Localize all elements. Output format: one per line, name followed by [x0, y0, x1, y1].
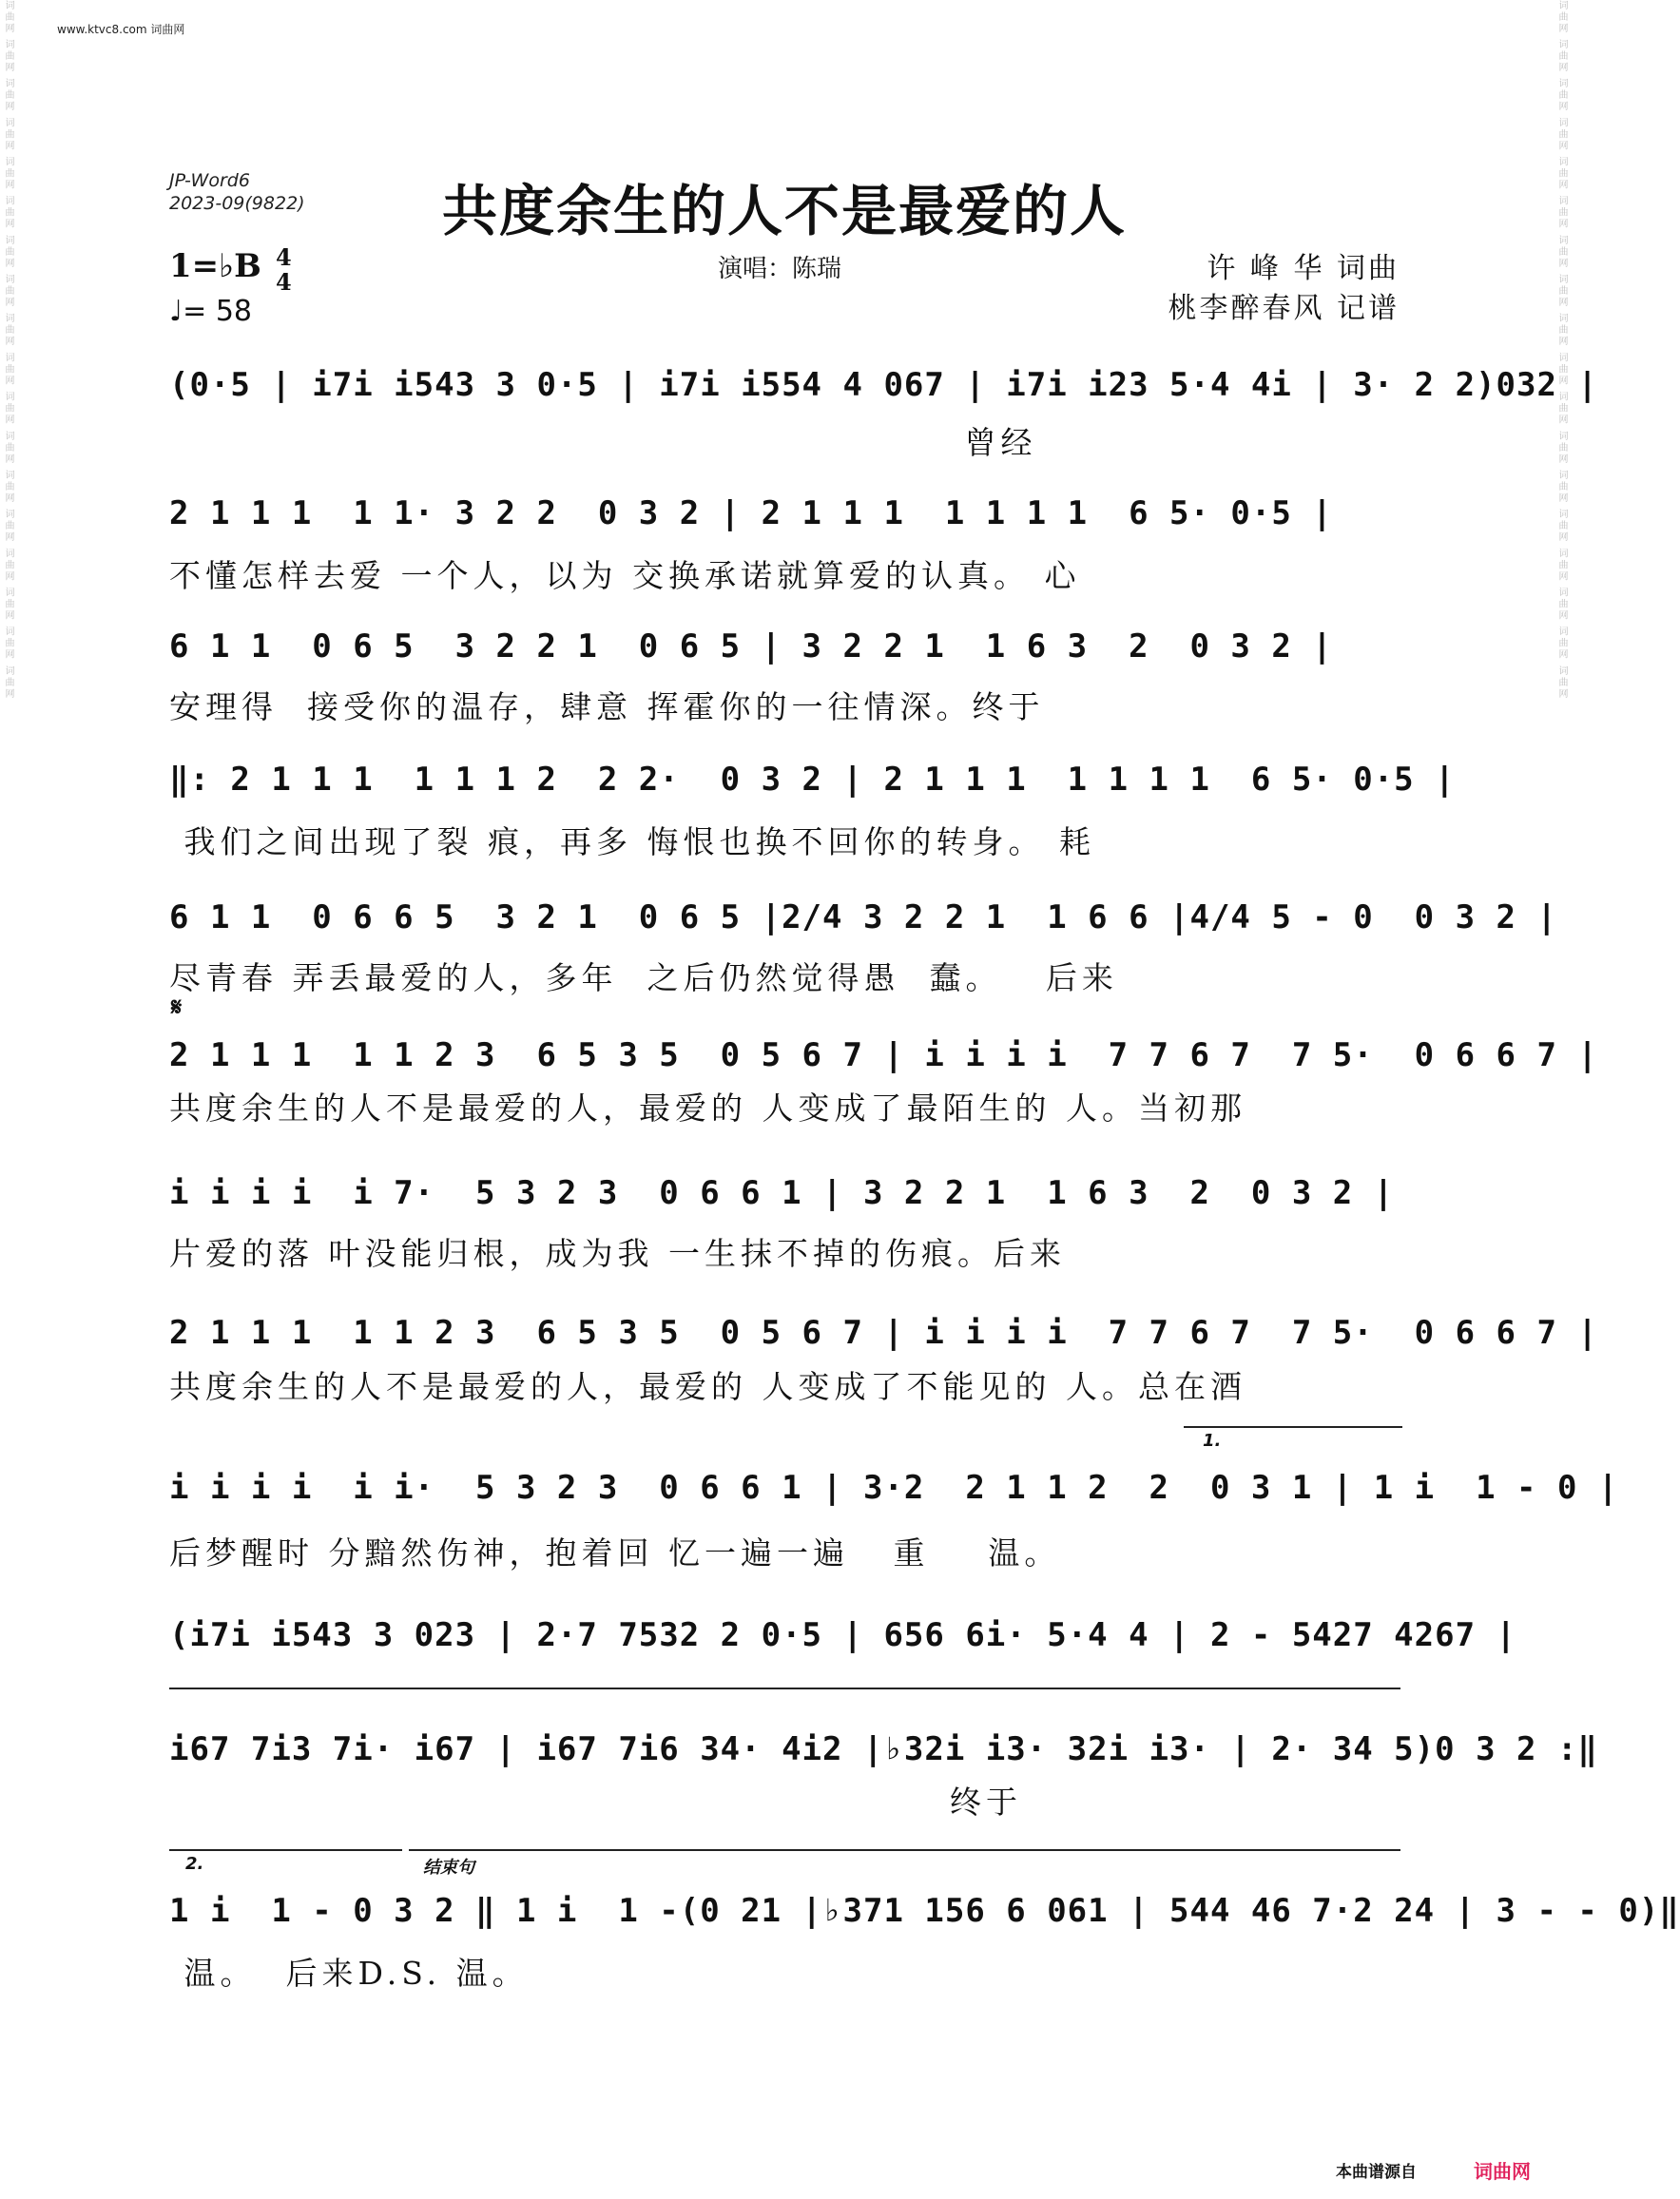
- score-lyrics-line: 共度余生的人不是最爱的人，最爱的 人变成了不能见的 人。总在酒: [169, 1368, 1246, 1405]
- song-title: 共度余生的人不是最爱的人: [441, 179, 1127, 243]
- site-url[interactable]: www.ktvc8.com 词曲网: [57, 23, 185, 36]
- time-sig-bottom: 4: [276, 268, 292, 296]
- score-notes-line: i67 7i3 7i· i67 | i67 7i6 34· 4i2 |♭32i i3· 32i i3· | 2· 34 5)0 3 2 :‖: [169, 1730, 1598, 1768]
- score-notes-line: 6 1 1 0 6 6 5 3 2 1 0 6 5 |2/4 3 2 2 1 1 6 6 |4/4 5 - 0 0 3 2 |: [169, 898, 1557, 936]
- side-watermark-left: 词曲网 词曲网 词曲网 词曲网 词曲网 词曲网 词曲网 词曲网 词曲网 词曲网 词曲网 词曲网 词曲网 词曲网 词曲网 词曲网 词曲网 词曲网: [3, 0, 13, 701]
- side-watermark-right: 词曲网 词曲网 词曲网 词曲网 词曲网 词曲网 词曲网 词曲网 词曲网 词曲网 词曲网 词曲网 词曲网 词曲网 词曲网 词曲网 词曲网 词曲网: [1556, 0, 1567, 701]
- score-lyrics-line: 安理得 接受你的温存，肆意 挥霍你的一往情深。终于: [169, 688, 1045, 725]
- score-notes-line: 2 1 1 1 1 1 2 3 6 5 3 5 0 5 6 7 | i i i i 7 7 6 7 7 5· 0 6 6 7 |: [169, 1314, 1598, 1352]
- ending-label: 结束句: [423, 1858, 474, 1878]
- key-signature: 1=♭B: [169, 247, 261, 285]
- tempo-marking: ♩= 58: [169, 295, 252, 328]
- score-notes-line: i i i i i i· 5 3 2 3 0 6 6 1 | 3·2 2 1 1 2 2 0 3 1 | 1 i 1 - 0 |: [169, 1469, 1619, 1507]
- volta-2-bracket: [169, 1849, 402, 1851]
- volta-1-bracket: [1184, 1426, 1402, 1428]
- score-lyrics-line: 我们之间出现了裂 痕，再多 悔恨也换不回你的转身。 耗: [169, 823, 1095, 860]
- credits: [1168, 249, 1400, 329]
- score-lyrics-line: 片爱的落 叶没能归根，成为我 一生抹不掉的伤痕。后来: [169, 1235, 1066, 1272]
- transcriber-credit: 桃李醉春风 记谱: [1168, 292, 1400, 325]
- score-lyrics-line: 终于: [169, 1784, 1022, 1821]
- bracket-line: [169, 1688, 1400, 1689]
- score-notes-line: 6 1 1 0 6 5 3 2 2 1 0 6 5 | 3 2 2 1 1 6 3 2 0 3 2 |: [169, 627, 1333, 665]
- score-lyrics-line: 尽青春 弄丢最爱的人，多年 之后仍然觉得愚 蠢。 后来: [169, 959, 1118, 996]
- volta-2-label: 2.: [185, 1854, 204, 1874]
- score-lyrics-line: 共度余生的人不是最爱的人，最爱的 人变成了最陌生的 人。当初那: [169, 1090, 1246, 1127]
- score-notes-line: 2 1 1 1 1 1 2 3 6 5 3 5 0 5 6 7 | i i i i 7 7 6 7 7 5· 0 6 6 7 |: [169, 1036, 1598, 1074]
- footer-brand-logo[interactable]: 词曲网: [1474, 2160, 1531, 2183]
- footer-source-label: 本曲谱源自: [1336, 2163, 1417, 2182]
- time-sig-top: 4: [276, 243, 292, 271]
- singer-credit: 演唱：陈瑞: [718, 255, 842, 283]
- volta-1-label: 1.: [1203, 1431, 1222, 1451]
- score-notes-line: 1 i 1 - 0 3 2 ‖ 1 i 1 -(0 21 |♭371 156 6 061 | 544 46 7·2 24 | 3 - - 0)‖: [169, 1892, 1680, 1930]
- score-lyrics-line: 曾经: [169, 424, 1037, 461]
- score-lyrics-line: 后梦醒时 分黯然伤神，抱着回 忆一遍一遍 重 温。: [169, 1534, 1061, 1572]
- score-notes-line: 2 1 1 1 1 1· 3 2 2 0 3 2 | 2 1 1 1 1 1 1 1 6 5· 0·5 |: [169, 494, 1333, 532]
- version-date: 2023-09(9822): [169, 193, 305, 214]
- time-signature: [276, 245, 292, 295]
- score-notes-line: ‖: 2 1 1 1 1 1 1 2 2 2· 0 3 2 | 2 1 1 1 1 1 1 1 6 5· 0·5 |: [169, 761, 1456, 799]
- score-lyrics-line: 不懂怎样去爱 一个人，以为 交换承诺就算爱的认真。 心: [169, 557, 1081, 594]
- score-notes-line: (i7i i543 3 023 | 2·7 7532 2 0·5 | 656 6i· 5·4 4 | 2 - 5427 4267 |: [169, 1616, 1517, 1654]
- score-lyrics-line: 温。 后来D.S. 温。: [169, 1955, 529, 1992]
- software-label: JP-Word6: [169, 170, 250, 191]
- score-notes-line: i i i i i 7· 5 3 2 3 0 6 6 1 | 3 2 2 1 1 6 3 2 0 3 2 |: [169, 1174, 1395, 1212]
- ending-bracket: [409, 1849, 1400, 1851]
- score-notes-line: (0·5 | i7i i543 3 0·5 | i7i i554 4 067 | i7i i23 5·4 4i | 3· 2 2)032 |: [169, 366, 1598, 404]
- composer-credit: 许 峰 华 词曲: [1207, 252, 1400, 285]
- segno-mark: 𝄋: [171, 993, 183, 1022]
